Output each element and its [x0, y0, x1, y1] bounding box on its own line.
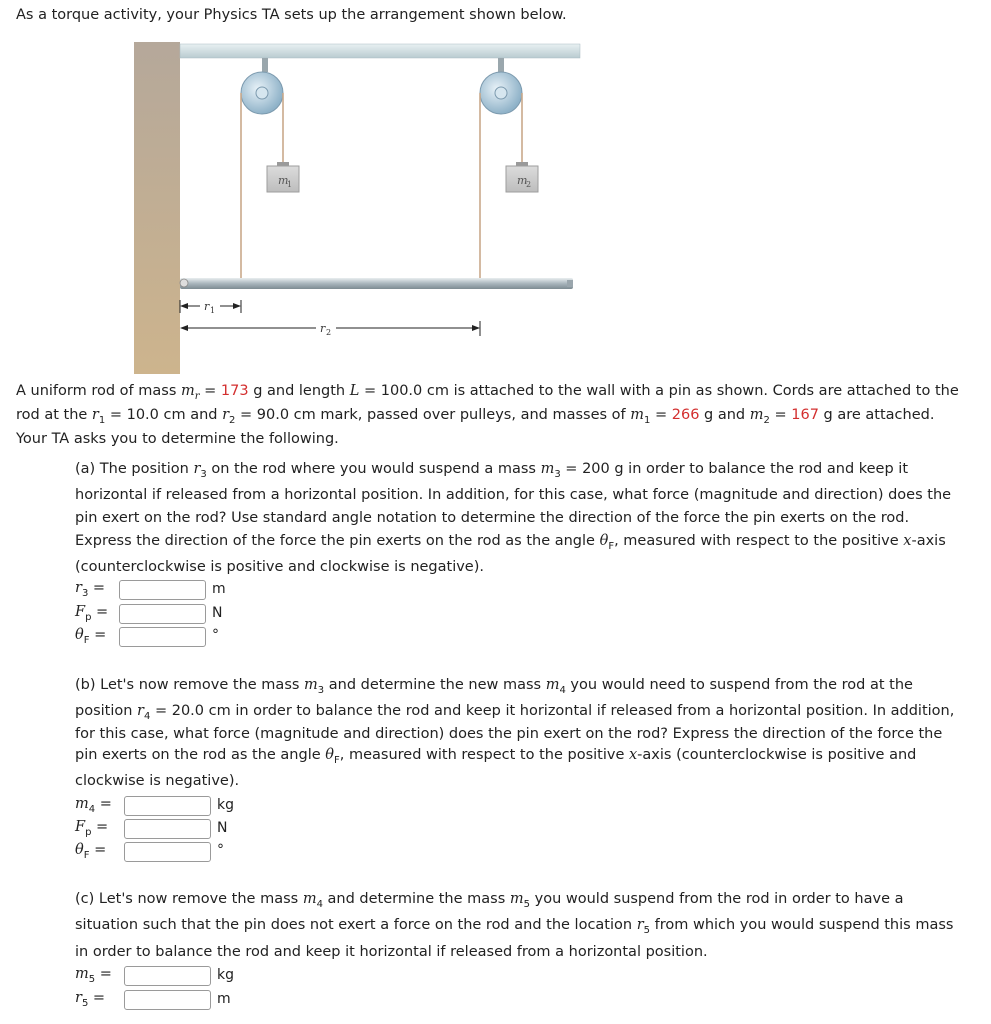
m5-label: $m_5$ =	[75, 966, 112, 985]
r1-dimension	[180, 300, 241, 315]
r2-sub: 2	[326, 328, 332, 337]
fp-a-label: $F_p$ =	[75, 604, 109, 623]
mass-m1-sub: 1	[287, 180, 293, 189]
r3-label: $r_3$ =	[75, 580, 106, 599]
r1-sub: 1	[210, 306, 216, 315]
part-b-line-2: position $r_4 = 20.0$ cm in order to balance the rod and keep it horizontal if released from a horizontal position. In addition,	[75, 703, 955, 722]
m4-input[interactable]	[124, 796, 211, 816]
torque-setup-figure	[120, 38, 590, 378]
r5-input[interactable]	[124, 990, 211, 1010]
fp-b-label: $F_p$ =	[75, 819, 109, 838]
rod-mass-value: 173	[220, 383, 249, 399]
problem-line-2: rod at the $r_1 = 10.0$ cm and $r_2 = 90.0$ cm mark, passed over pulleys, and masses of $m_1 = 266$ g and $m_2 = 167$ g are attached.	[16, 407, 935, 426]
m5-unit: kg	[217, 967, 234, 983]
theta-b-label: $\theta_F$ =	[75, 842, 107, 861]
fp-a-unit: N	[212, 605, 223, 621]
part-c-line-1: (c) Let's now remove the mass $m_4$ and determine the mass $m_5$ you would suspend from the rod in order to have a	[75, 891, 904, 910]
part-b-line-3: for this case, what force (magnitude and direction) does the pin exert on the rod? Express the direction of the force the	[75, 726, 943, 742]
part-a-line-2: horizontal if released from a horizontal position. In addition, for this case, what force (magnitude and direction) does the	[75, 487, 952, 503]
m2-value: 167	[791, 407, 819, 423]
part-a-line-3: pin exert on the rod? Use standard angle notation to determine the direction of the force the pin exerts on the rod.	[75, 510, 910, 526]
m5-input[interactable]	[124, 966, 211, 986]
m1-value: 266	[671, 407, 700, 423]
part-a-line-5: (counterclockwise is positive and clockwise is negative).	[75, 559, 484, 575]
problem-line-1: A uniform rod of mass $m_r = 173$ g and length L = 100.0 cm is attached to the wall with a pin as shown. Cords are attached to the	[16, 383, 959, 402]
part-c-line-3: in order to balance the rod and keep it horizontal if released from a horizontal position.	[75, 944, 708, 960]
r5-unit: m	[217, 991, 231, 1007]
theta-b-unit: °	[217, 842, 224, 858]
fp-b-unit: N	[217, 820, 228, 836]
r1-label: r	[204, 300, 210, 313]
pin	[180, 279, 188, 287]
part-a-line-4: Express the direction of the force the pin exerts on the rod as the angle $\theta_F$, measured with respect to the positive x-axis	[75, 533, 946, 552]
problem-line-3: Your TA asks you to determine the following.	[16, 431, 339, 447]
r5-label: $r_5$ =	[75, 990, 106, 1009]
wall	[134, 42, 180, 374]
fp-b-input[interactable]	[124, 819, 211, 839]
mass-m2-sub: 2	[526, 180, 532, 189]
theta-a-unit: °	[212, 627, 219, 643]
mass-m1	[267, 162, 299, 192]
ceiling-beam	[180, 44, 580, 58]
r3-input[interactable]	[119, 580, 206, 600]
rod	[180, 278, 573, 289]
intro-text: As a torque activity, your Physics TA sets up the arrangement shown below.	[16, 7, 567, 23]
mass-m2	[506, 162, 538, 192]
mass-m2-label: m	[517, 174, 528, 187]
r3-unit: m	[212, 581, 226, 597]
mass-m1-label: m	[278, 174, 289, 187]
theta-a-label: $\theta_F$ =	[75, 627, 107, 646]
m4-unit: kg	[217, 797, 234, 813]
m4-label: $m_4$ =	[75, 796, 112, 815]
r2-label: r	[320, 322, 326, 335]
fp-a-input[interactable]	[119, 604, 206, 624]
theta-b-input[interactable]	[124, 842, 211, 862]
r2-dimension	[180, 321, 480, 337]
theta-a-input[interactable]	[119, 627, 206, 647]
part-a-line-1: (a) The position $r_3$ on the rod where you would suspend a mass $m_3 = 200$ g in order to balance the rod and keep it	[75, 461, 909, 480]
part-b-line-4: pin exerts on the rod as the angle $\theta_F$, measured with respect to the positive x-axis (counterclockwise is positive and	[75, 747, 917, 766]
part-b-line-5: clockwise is negative).	[75, 773, 240, 789]
part-b-line-1: (b) Let's now remove the mass $m_3$ and determine the new mass $m_4$ you would need to suspend from the rod at the	[75, 677, 913, 696]
part-c-line-2: situation such that the pin does not exert a force on the rod and the location $r_5$ from which you would suspend this mass	[75, 917, 954, 936]
